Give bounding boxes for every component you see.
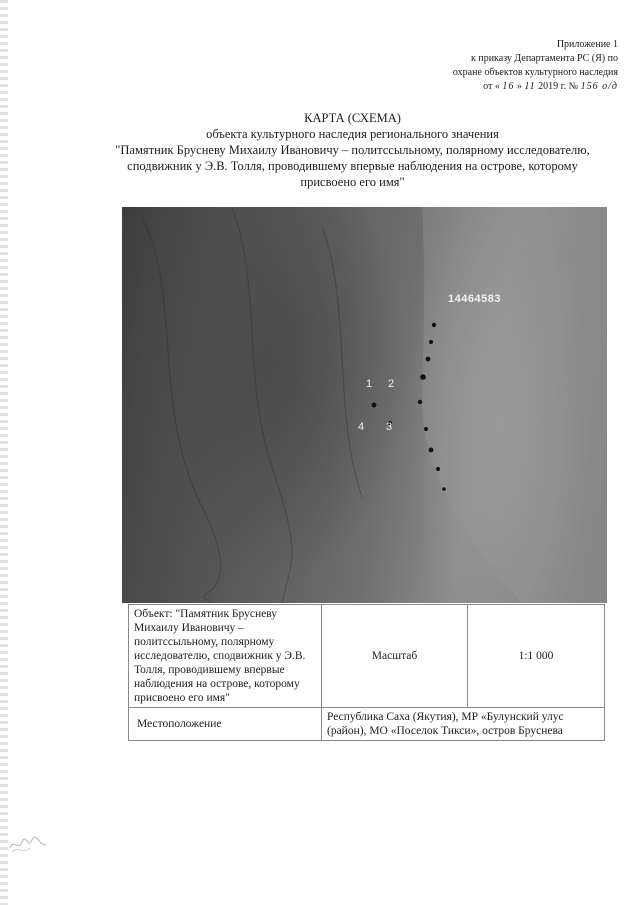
order-number: 156 о/д [580,81,618,92]
map-point-1: 1 [366,378,373,390]
appendix-line-4 [378,80,618,94]
scale-value-cell: 1:1 000 [468,605,605,708]
date-prefix: от « [483,81,500,92]
appendix-line-1: Приложение 1 [556,39,618,50]
title-line-1: КАРТА (СХЕМА) [304,111,401,125]
map-point-2: 2 [388,378,395,390]
scale-label-cell: Масштаб [322,605,468,708]
table-row [129,605,605,708]
location-label-cell: Местоположение [129,708,322,741]
scan-edge-strip [0,0,8,905]
date-mid: » [516,81,522,92]
table-row [129,708,605,741]
appendix-line-2: к приказу Департамента РС (Я) по [470,53,618,64]
map-point-3: 3 [386,421,393,433]
info-table [128,604,605,741]
title-line-2: объекта культурного наследия регионального значения [206,127,499,141]
title-line-4: сподвижник у Э.В. Толля, проводившему впервые наблюдения на острове, которому [127,159,578,173]
date-year: 2019 г. № [538,81,579,92]
appendix-line-3: охране объектов культурного наследия [452,67,618,78]
appendix-header [378,38,618,94]
title-line-3: "Памятник Брусневу Михаилу Ивановичу – политссыльному, полярному исследователю, [115,143,590,157]
map-point-4: 4 [358,421,365,433]
satellite-map [122,207,607,603]
title-line-5: присвоено его имя" [300,175,405,189]
date-day: 16 [502,81,515,92]
map-terrain [122,207,607,603]
map-coordinates-label: 14464583 [448,293,501,305]
document-title [95,110,610,190]
object-cell: Объект: "Памятник Брусневу Михаилу Ивановичу – политссыльному, полярному исследователю, сподвижник у Э.В. Толля, проводившему впервые наблюдения на острове, которому присвоено его имя" [129,605,322,708]
signature-smudge-icon [8,832,48,856]
date-month: 11 [524,81,536,92]
location-value-cell: Республика Саха (Якутия), МР «Булунский улус (район), МО «Поселок Тикси», остров Бруснева [322,708,605,741]
